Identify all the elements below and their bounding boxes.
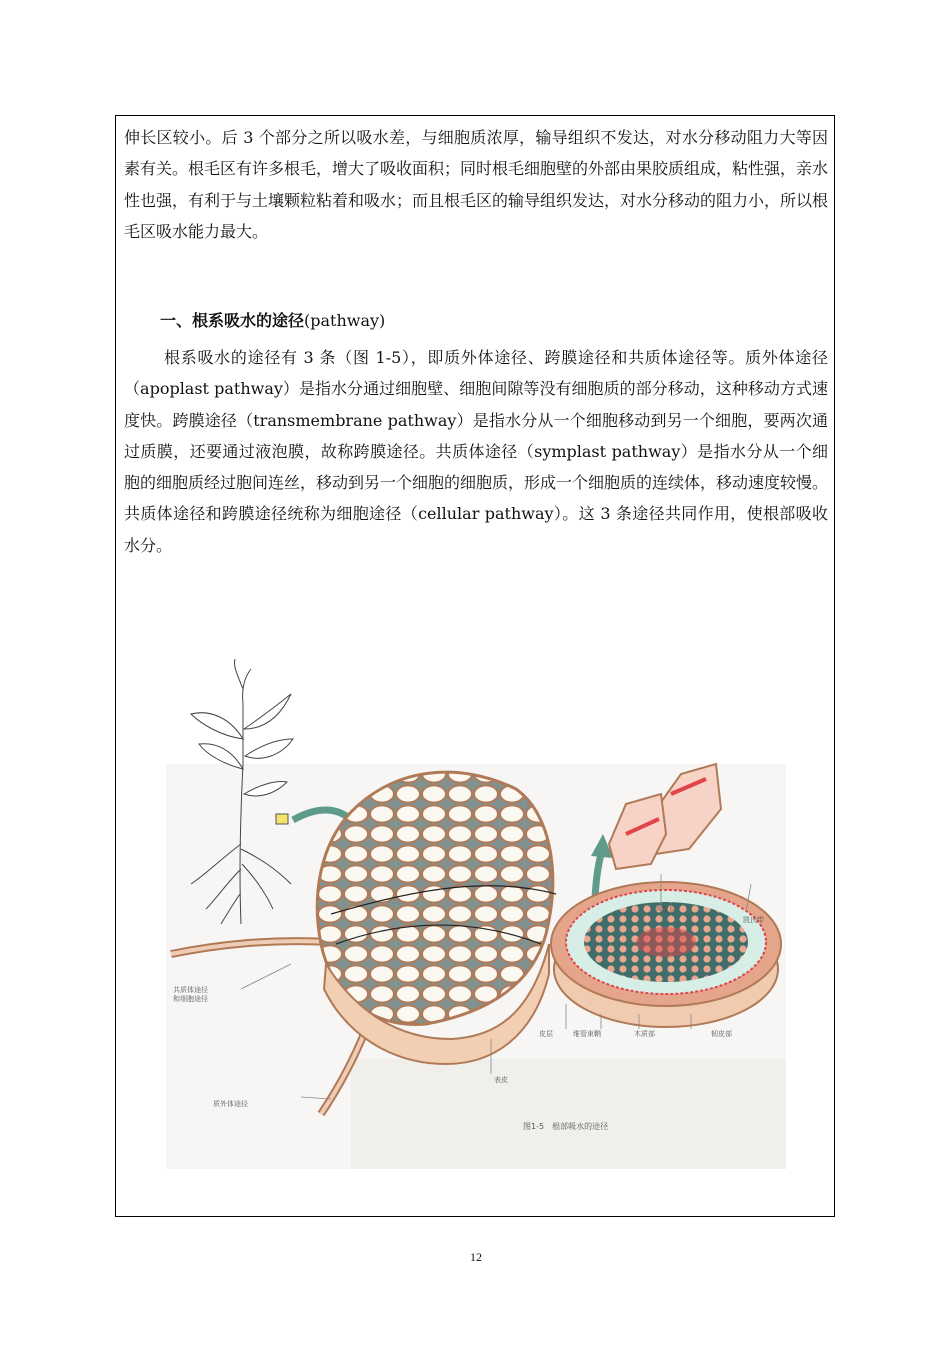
section-heading-english: (pathway) xyxy=(304,311,386,330)
body-paragraph-2: 根系吸水的途径有 3 条（图 1-5），即质外体途径、跨膜途径和共质体途径等。质外体途径（apoplast pathway）是指水分通过细胞壁、细胞间隙等没有细胞质的部分移动，这种移动方式速度快。跨膜途径（transmembrane pathway）是指水分从一个细胞移动到另一个细胞，要两次通过质膜，还要通过液泡膜，故称跨膜途径。共质体途径（symplast pathway）是指水分从一个细胞的细胞质经过胞间连丝，移动到另一个细胞的细胞质，形成一个细胞质的连续体，移动速度较慢。共质体途径和跨膜途径统称为细胞途径（cellular pathway）。这 3 条途径共同作用，使根部吸收水分。 xyxy=(124,348,829,555)
label-apoplast: 质外体途径 xyxy=(213,1100,248,1108)
label-vascular-bundle: 维管束鞘 xyxy=(573,1030,601,1038)
label-phloem: 韧皮部 xyxy=(711,1030,732,1038)
figure-caption: 图1-5 根部吸水的途径 xyxy=(523,1122,609,1131)
zoom-marker xyxy=(276,814,288,824)
body-paragraph-1: 伸长区较小。后 3 个部分之所以吸水差，与细胞质浓厚，输导组织不发达，对水分移动阻力大等因素有关。根毛区有许多根毛，增大了吸收面积；同时根毛细胞壁的外部由果胶质组成，粘性强，亲水性也强，有利于与土壤颗粒粘着和吸水；而且根毛区的输导组织发达，对水分移动的阻力小，所以根毛区吸水能力最大。 xyxy=(124,128,829,241)
label-cortex: 皮层 xyxy=(539,1030,553,1038)
section-heading-chinese: 一、根系吸水的途径 xyxy=(160,311,305,330)
label-symplast-line2: 和细胞途径 xyxy=(173,995,208,1003)
root-water-absorption-figure xyxy=(161,644,789,1174)
label-endodermis: 内皮层 xyxy=(655,906,676,914)
label-symplast-line1: 共质体途径 xyxy=(173,986,208,994)
label-epidermis: 表皮 xyxy=(494,1076,508,1084)
label-casparian-strip: 凯氏带 xyxy=(743,916,764,924)
root-cross-section xyxy=(551,882,781,1027)
page-frame xyxy=(115,115,835,1217)
label-stele-xylem: 木质部 xyxy=(634,1030,655,1038)
page-number: 12 xyxy=(470,1250,482,1264)
section-heading xyxy=(160,310,385,332)
